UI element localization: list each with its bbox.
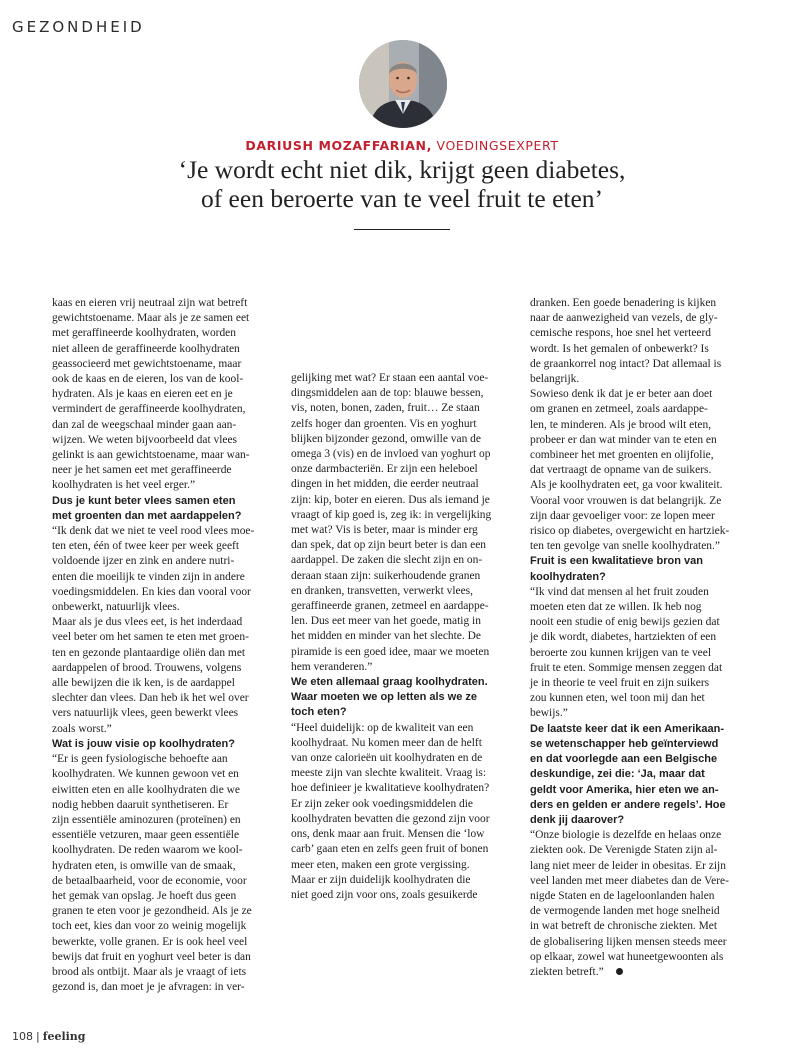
byline-name: DARIUSH MOZAFFARIAN, <box>245 138 432 153</box>
byline-role: VOEDINGSEXPERT <box>436 138 559 153</box>
question-line: denk jij daarover? <box>530 813 625 826</box>
author-portrait <box>359 40 447 128</box>
question-line: met groenten dan met aardappelen? <box>52 509 242 522</box>
body-line: koolhydraten. We kunnen gewoon vet en <box>52 768 239 781</box>
question-line: ders en gelden er andere regels’. Hoe <box>530 798 726 811</box>
body-line: om granen en zetmeel, zoals aardappe- <box>530 403 708 416</box>
body-line: het midden en minder van het slechte. De <box>291 630 481 643</box>
body-line: koolhydraten bevatten die gezond zijn voor <box>291 812 490 825</box>
article-column-3 <box>530 296 758 980</box>
body-line: Er zijn zeker ook voedingsmiddelen die <box>291 797 473 810</box>
body-line: ook de kaas en de eieren, los van de kool- <box>52 373 244 386</box>
body-line: ziekten betreft.” <box>530 965 758 980</box>
headline <box>40 155 764 213</box>
body-line: nooit een studie of enig bewijs gezien dat <box>530 616 720 629</box>
body-line: vermindert de geraffineerde koolhydraten, <box>52 403 246 416</box>
body-line: piramide is een goed idee, maar we moeten <box>291 645 490 658</box>
body-line: de globalisering lijken mensen steeds meer <box>530 935 727 948</box>
article-column-2 <box>291 371 519 903</box>
byline <box>0 138 804 153</box>
body-line: zou kunnen eten, wel toon mij dan het <box>530 692 705 705</box>
body-line: “Er is geen fysiologische behoefte aan <box>52 753 228 766</box>
body-line: “Ik denk dat we niet te veel rood vlees moe- <box>52 525 255 538</box>
body-line: hydraten. Als je kaas en eieren eet en je <box>52 388 233 401</box>
body-line: eiwitten eten en alle koolhydraten die we <box>52 783 241 796</box>
body-line: ten en gezonde plantaardige oliën dan met <box>52 646 246 659</box>
headline-line-2: of een beroerte van te veel fruit te eten’ <box>200 184 604 213</box>
body-line: blijken bijzonder gezond, omwille van de <box>291 432 481 445</box>
body-line: de vermogende landen met hoge snelheid <box>530 905 720 918</box>
body-line: Maar als je dus vlees eet, is het inderdaad <box>52 616 243 629</box>
body-line: “Ik vind dat mensen al het fruit zouden <box>530 585 709 598</box>
body-line: veel beter om het samen te eten met groen- <box>52 631 249 644</box>
body-line: niet alleen de geraffineerde koolhydraten <box>52 342 240 355</box>
question-line: Wat is jouw visie op koolhydraten? <box>52 737 235 750</box>
body-line: gelijking met wat? Er staan een aantal voe- <box>291 372 489 384</box>
question-line: koolhydraten? <box>530 570 606 583</box>
question-line: en dat voorlegde aan een Belgische <box>530 753 718 766</box>
body-line: je dik wordt, diabetes, hartziekten of een <box>530 631 717 644</box>
body-line: “Heel duidelijk: op de kwaliteit van een <box>291 721 474 734</box>
body-line: zijn daar gevoeliger voor: ze lopen meer <box>530 509 715 522</box>
body-line: len. Dus eet meer van het goede, matig in <box>291 615 481 628</box>
body-line: van onze calorieën uit koolhydraten en de <box>291 752 483 765</box>
body-line: risico op diabetes, overgewicht en hartziek- <box>530 525 730 538</box>
body-line: zelfs hoger dan groenten. Vis en yoghurt <box>291 417 477 430</box>
body-line: koolhydraten is het veel erger.” <box>52 479 196 492</box>
body-line: granen te eten voor je gezondheid. Als je ze <box>52 905 252 918</box>
body-line: ziekten ook. De Verenigde Staten zijn al- <box>530 844 718 857</box>
body-line: dan zal de weegschaal minder gaan aan- <box>52 418 237 431</box>
body-line: bewijs dat fruit en yoghurt veel beter is dan <box>52 950 251 963</box>
body-line: gelinkt is aan gewichtstoename, maar wan- <box>52 449 250 462</box>
footer-separator: | <box>36 1030 40 1043</box>
body-line: probeer er dan wat minder van te eten en <box>530 433 717 446</box>
body-line: voedingsmiddelen. En kies dan vooral voor <box>52 585 251 598</box>
body-line: niet goed zijn voor ons, zoals gesuikerde <box>291 888 478 901</box>
body-line: onbewerkt, natuurlijk vlees. <box>52 601 180 614</box>
question-line: We eten allemaal graag koolhydraten. <box>291 676 488 689</box>
magazine-name: feeling <box>42 1030 86 1043</box>
body-line: de betaalbaarheid, voor de economie, voor <box>52 874 247 887</box>
body-line: deraan staan zijn: suikerhoudende granen <box>291 569 481 582</box>
body-line: geassocieerd met gewichtstoename, maar <box>52 357 242 370</box>
body-line: geraffineerde granen, zetmeel en aardappe- <box>291 600 489 613</box>
question-line: De laatste keer dat ik een Amerikaan- <box>530 722 725 735</box>
body-line: ons, denk maar aan fruit. Mensen die ‘low <box>291 828 485 841</box>
body-line: lang niet meer de leider in obesitas. Er zijn <box>530 859 726 872</box>
body-line: nigde Staten en de lageloonlanden halen <box>530 889 715 902</box>
body-line: je in theorie te veel fruit en zijn suikers <box>530 677 710 690</box>
question-line: geldt voor Amerika, hier eten we an- <box>530 783 719 796</box>
body-line: dingsmiddelen aan de top: blauwe bessen, <box>291 387 484 400</box>
article-column-1 <box>52 296 280 995</box>
body-line: gezond is, dan moet je je afvragen: in ver- <box>52 981 245 994</box>
body-line: hoe definieer je kwalitatieve koolhydraten? <box>291 782 490 795</box>
body-line: het gemak van opslag. Je hoeft dus geen <box>52 889 237 902</box>
body-line: de graankorrel nog intact? Dat allemaal is <box>530 357 722 370</box>
body-line: naar de aanwezigheid van vezels, de gly- <box>530 312 718 325</box>
question-line: Dus je kunt beter vlees samen eten <box>52 494 236 507</box>
body-line: vers natuurlijk vlees, geen bewerkt vlees <box>52 707 239 720</box>
body-line: cemische respons, hoe snel het verteerd <box>530 327 712 340</box>
body-line: brood als ontbijt. Maar als je vraagt of iets <box>52 965 247 978</box>
body-line: “Onze biologie is dezelfde en helaas onze <box>530 829 722 842</box>
body-line: beroerte zou kunnen krijgen van te veel <box>530 646 712 659</box>
body-line: met geraffineerde koolhydraten, worden <box>52 327 236 340</box>
body-line: zijn: kip, boter en eieren. Dus als iemand je <box>291 493 490 506</box>
body-line: len, te minderen. Als je brood wilt eten, <box>530 418 712 431</box>
body-line: toch eet, kies dan voor zo weinig mogelijk <box>52 920 247 933</box>
body-line: vis, noten, bonen, zaden, fruit… Ze staan <box>291 402 480 415</box>
body-line: Als je koolhydraten eet, ga voor kwaliteit. <box>530 479 723 492</box>
body-line: slechter dan vlees. Dan heb ik het wel over <box>52 692 249 705</box>
body-line: vraagt of kip goed is, zeg ik: in vergelijking <box>291 508 492 521</box>
body-line: bewerkte, volle granen. Er is ook heel veel <box>52 935 248 948</box>
body-line: Maar er zijn duidelijk koolhydraten die <box>291 873 471 886</box>
headline-divider <box>354 229 450 230</box>
portrait-photo <box>359 40 447 128</box>
body-line: meer eten, maken een grote vergissing. <box>291 858 470 871</box>
headline-line-1: ‘Je wordt echt niet dik, krijgt geen diabetes, <box>178 155 626 184</box>
body-line: en dranken, transvetten, verwerkt vlees, <box>291 584 473 597</box>
body-line: kaas en eieren vrij neutraal zijn wat betreft <box>52 297 248 309</box>
section-label: GEZONDHEID <box>12 18 145 36</box>
body-line: Sowieso denk ik dat je er beter aan doet <box>530 388 713 401</box>
body-line: op elkaar, zowel wat huneetgewoonten als <box>530 950 724 963</box>
body-line: zijn essentiële aminozuren (proteïnen) en <box>52 813 241 826</box>
body-line: koolhydraat. Nu komen meer dan de helft <box>291 736 482 749</box>
body-line: wordt. Is het gemalen of onbewerkt? Is <box>530 342 709 355</box>
body-line: veel landen met meer diabetes dan de Vere- <box>530 874 729 887</box>
body-line: alle bewijzen die ik ken, is de aardappel <box>52 677 235 690</box>
body-line: dranken. Een goede benadering is kijken <box>530 297 717 309</box>
body-line: dingen in het midden, die eerder neutraal <box>291 478 479 491</box>
body-line: moeten eten dat ze willen. Ik heb nog <box>530 601 702 614</box>
body-line: ten eten, één of twee keer per week geeft <box>52 540 240 553</box>
body-line: bewijs.” <box>530 707 568 720</box>
body-line: carb’ gaan eten en zelfs geen fruit of bonen <box>291 843 489 856</box>
body-line: meeste zijn van slechte kwaliteit. Vraag is: <box>291 767 487 780</box>
question-line: Fruit is een kwalitatieve bron van <box>530 555 703 568</box>
body-line: koolhydraten. De reden waarom we kool- <box>52 844 243 857</box>
body-line: omega 3 (vis) en de invloed van yoghurt op <box>291 448 491 461</box>
question-line: toch eten? <box>291 706 347 719</box>
body-line: combineer het met groenten en olijfolie, <box>530 449 714 462</box>
body-line: wijzen. We weten bijvoorbeeld dat vlees <box>52 433 237 446</box>
body-line: belangrijk. <box>530 373 580 386</box>
body-line: fruit te eten. Sommige mensen zeggen dat <box>530 661 723 674</box>
body-line: met wat? Vis is beter, maar is minder erg <box>291 524 478 537</box>
body-line: ten ten gevolge van snelle koolhydraten.” <box>530 540 720 553</box>
body-line: nodig hebben daaruit synthetiseren. Er <box>52 798 229 811</box>
body-line: enten die moeilijk te vinden zijn in andere <box>52 570 245 583</box>
end-of-article-dot <box>616 968 623 975</box>
page-footer <box>12 1030 86 1043</box>
body-line: gewichtstoename. Maar als je ze samen eet <box>52 312 250 325</box>
body-line: dat vertraagt de opname van de suikers. <box>530 464 712 477</box>
body-line: hem veranderen.” <box>291 660 373 673</box>
body-line: in wat betreft de chronische ziekten. Met <box>530 920 718 933</box>
body-line: aardappelen of brood. Trouwens, volgens <box>52 661 242 674</box>
body-line: voldoende ijzer en zink en andere nutri- <box>52 555 235 568</box>
body-line: essentiële vetzuren, maar geen essentiële <box>52 829 240 842</box>
body-line: onze darmbacteriën. Er zijn een heleboel <box>291 463 478 476</box>
body-line: hydraten eten, is omwille van de smaak, <box>52 859 236 872</box>
body-line: Vooral voor vrouwen is dat belangrijk. Ze <box>530 494 722 507</box>
question-line: deskundige, zei die: ‘Ja, maar dat <box>530 768 705 781</box>
page-number: 108 <box>12 1030 33 1043</box>
body-line: aardappel. De zaken die slecht zijn en on- <box>291 554 483 567</box>
question-line: Waar moeten we op letten als we ze <box>291 691 478 704</box>
body-line: zoals worst.” <box>52 722 112 735</box>
question-line: se wetenschapper heb geïnterviewd <box>530 737 719 750</box>
body-line: neer je het samen eet met geraffineerde <box>52 464 232 477</box>
body-line: dan spek, dat op zijn beurt beter is dan een <box>291 539 487 552</box>
